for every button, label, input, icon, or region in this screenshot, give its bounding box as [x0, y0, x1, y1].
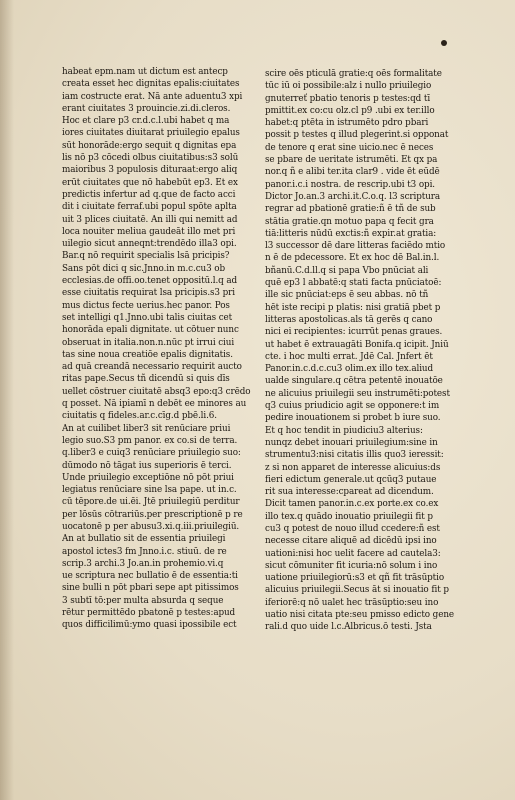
left-column-line: Unde priuilegio exceptiōne nō pōt priui	[62, 472, 234, 483]
right-column-line: tiā:litteris nūdū exctis:ñ expir.at gratia:	[265, 228, 437, 239]
left-column-line: set intelligi q1.Jnno.ubi talis ciuitas cet	[62, 312, 233, 323]
right-column-line: uationi:nisi hoc uelit facere ad cautela3:	[265, 548, 441, 559]
left-column-line: iam costructe erat. Nā ante aduentu3 xpi	[62, 91, 243, 102]
left-column-line: 3 subtī tō:per multa absurda q seque	[62, 595, 224, 606]
right-column-line: tūc iū oi possibile:alz i nullo priuilegio	[265, 81, 432, 92]
right-column-line: scire oēs pticulā gratie:q oēs formalitate	[265, 69, 442, 79]
left-column-line: ecclesias.de offi.oo.tenet oppositū.l.q ad	[62, 276, 238, 287]
right-column-line: Dictor Jo.an.3 archi.it.C.o.q. l3 scriptura	[265, 191, 441, 202]
right-column-line: cte. i hoc multi errat. Jdē Cal. Jnfert ēt	[265, 351, 433, 362]
left-column-line: dūmodo nō tāgat ius superioris ē terci.	[62, 460, 232, 471]
left-column-line: loca nouiter meliua gaudeāt illo met pri	[62, 226, 236, 237]
left-column-line: erūt ciuitates que nō habebūt ep3. Et ex	[62, 177, 238, 188]
left-column-line: mus dictus fecte uerius.hec panor. Pos	[62, 300, 230, 311]
left-column-line: uellet cōstruer ciuitatē absq3 epo:q3 crēdo	[62, 386, 251, 397]
right-column-line: ut habet ē extrauagāti Bonifa.q icipit. Jniū	[265, 339, 449, 350]
right-column-line: pmittit.ex co:cu olz.cl p9 .ubi ex ter.illo	[265, 105, 435, 116]
right-column-line: stātia gratie.qn motuo papa q fecit gra	[265, 216, 434, 227]
right-column-line: cu3 q potest de nouo illud ccedere:ñ est	[265, 523, 440, 534]
left-column-line: lis nō p3 cōcedi olbus ciuitatibus:s3 solū	[62, 153, 239, 164]
left-column-line: honorāda epali dignitate. ut cōtuer nunc	[62, 325, 239, 336]
left-column-line: q posset. Nā ipiamī n debēt ee minores au	[62, 399, 247, 410]
left-column-line: ue scriptura nec bullatio ē de essentia:ti	[62, 571, 238, 582]
left-column-line: An at cuilibet liber3 sit renūciare priui	[62, 423, 231, 434]
text-column-right	[265, 68, 461, 634]
right-column-line: quē ep3 l abbatē:q stati facta pnūciatoē:	[265, 278, 442, 289]
right-column-line: strumentu3:nisi citatis illis quo3 ieressit:	[265, 450, 444, 461]
right-column-line: possit p testes q illud plegerint.si opponat	[265, 130, 449, 141]
right-column-line: se pbare de ueritate istrumēti. Et qx pa	[265, 155, 438, 166]
right-column-line: illo tex.q quādo inouatio priuilegii fit p	[265, 511, 433, 522]
right-column-line: alicuius priuilegii.Secus āt si inouatio fit p	[265, 585, 449, 596]
left-column-line: erant ciuitates 3 prouincie.zi.di.cleros.	[62, 103, 231, 114]
left-column-line: maioribus 3 populosis dituraat:ergo aliq	[62, 165, 238, 176]
left-column-line: uit 3 plices ciuitatē. An illi qui nemitt ad	[62, 214, 238, 225]
left-column-line: Sans pōt dici q sic.Jnno.in m.c.cu3 ob	[62, 263, 226, 274]
left-column-line: habeat epm.nam ut dictum est antecp	[62, 67, 228, 77]
left-column-line: uilegio sicut anneqnt:trendēdo illa3 opi.	[62, 239, 237, 250]
right-column-line: nici ei recipientes: icurrūt penas graues.	[265, 327, 443, 338]
left-column-line: Bar.q nō requirit specialis lsā pricipis?	[62, 251, 230, 262]
right-column-line: Panor.in.c.d.c.cu3 olim.ex illo tex.aliud	[265, 364, 434, 375]
left-column-line: tas sine noua creatiōe epalis dignitatis.	[62, 349, 233, 360]
right-column-line: rali.d quo uide l.c.Albricus.ō testi. Jsta	[265, 622, 432, 633]
right-column-line: nunqz debet inouari priuilegium:sine in	[265, 437, 438, 448]
right-column-line: l3 successor dē dare litteras faciēdo mtio	[265, 241, 446, 252]
page-gutter-shadow	[0, 0, 14, 800]
right-column-line: ne alicuius priuilegii seu instrumēti:potest	[265, 388, 450, 399]
left-column-line: rētur permittēdo pbatonē p testes:apud	[62, 608, 236, 619]
right-column-line: sicut cōmuniter fit icuria:nō solum i ino	[265, 560, 438, 571]
right-column-line: gnuterreť pbatio tenoris p testes:qd tī	[265, 93, 431, 104]
right-column-line: rit sua interesse:cpareat ad dicendum.	[265, 487, 434, 498]
left-column-line: per lōsūs cōtrariūs.per prescriptionē p re	[62, 509, 243, 520]
left-column-line: uocatonē p per abusu3.xi.q.iii.priuilegiū.	[62, 521, 240, 532]
right-column-line: Et q hoc tendit in piudiciu3 alterius:	[265, 425, 423, 436]
right-column-line: Dicit tamen panor.in.c.ex porte.ex co.ex	[265, 499, 439, 510]
left-column-line: legiatus renūciare sine lsa pape. ut in.c.	[62, 485, 237, 496]
left-column-line: ritas pape.Secus tñ dicendū si quis dīs	[62, 374, 230, 385]
right-column-line: regrar ad pbationē gratie:ñ ē tñ de sub	[265, 204, 436, 215]
right-column-line: z si non apparet de interesse alicuius:ds	[265, 462, 441, 473]
left-column-line: ad quā creandā necessario requirit aucto	[62, 362, 242, 373]
left-column-line: obseruat in italia.non.n.nūc pt irrui ciui	[62, 337, 235, 348]
text-column-left	[62, 66, 254, 632]
left-column-line: iores ciuitates diuitarat priuilegio epalus	[62, 128, 240, 139]
left-column-line: An at bullatio sit de essentia priuilegi	[62, 534, 226, 545]
left-column-line: predictis infertur ad q.que de facto acci	[62, 189, 236, 200]
right-column-line: uatio nisi citata pte:seu pmisso edicto gene	[265, 610, 454, 621]
right-column-line: uatione priuilegiorū:s3 et qñ fit trāsūptio	[265, 573, 445, 584]
right-column-line: bñanū.C.d.ll.q si papa Vbo pnūciat ali	[265, 265, 429, 276]
right-column-line: ualde singulare.q cētra petentē inouatōe	[265, 376, 443, 387]
right-column-line: ille sic pnūciat:eps ē seu abbas. nō tñ	[265, 290, 429, 301]
page-corner-mark	[441, 40, 447, 46]
right-column-line: pedire inouationem si probet b iure suo.	[265, 413, 441, 424]
left-column-line: ciuitatis q fideles.ar.c.cīg.d pbē.li.6.	[62, 411, 218, 422]
left-column-line: sūt honorāde:ergo sequit q dignitas epa	[62, 140, 237, 151]
right-column-line: fieri edictum generale.ut qcūq3 putaue	[265, 474, 437, 485]
left-column-line: q.liber3 e cuiq3 renūciare priuilegio suo:	[62, 448, 241, 459]
left-column-line: quos difficilimū:ymo quasi ipossibile ect	[62, 620, 237, 631]
right-column-line: hēt iste recipi p platis: nisi gratiā pbet p	[265, 302, 441, 313]
right-column-line: panor.i.c.i nostra. de rescrip.ubi t3 opi.	[265, 179, 435, 190]
right-column-line: nor.q ñ e alibi ter.ita clar9 . vide ēt eūdē	[265, 167, 440, 178]
left-column-line: apostol ictes3 fm Jnno.i.c. stiuū. de re	[62, 546, 227, 557]
right-column-line: iferiorē:q nō ualet hec trāsūptio:seu ino	[265, 597, 439, 608]
right-column-line: n ē de pdecessore. Et ex hoc dē Bal.in.l.	[265, 253, 440, 264]
left-column-line: Hoc et clare p3 cr.d.c.l.ubi habet q ma	[62, 116, 230, 127]
left-column-line: cū tēpore.de ui.ēi. Jtē priuilegiū perditur	[62, 497, 240, 508]
left-column-line: esse ciuitatis requirat lsa pricipis.s3 pri	[62, 288, 235, 299]
right-column-line: de tenore q erat sine uicio.nec ē neces	[265, 142, 434, 153]
left-column-line: sine bulli n pōt pbari sepe apt pitissimos	[62, 583, 239, 594]
right-column-line: necesse citare aliquē ad dicēdū ipsi ino	[265, 536, 437, 547]
left-column-line: dit i ciuitate ferraf.ubi popul spōte aplta	[62, 202, 237, 213]
right-column-line: litteras apostolicas.als tā gerēs q cano	[265, 314, 433, 325]
left-column-line: creata esset hec dignitas epalis:ciuitates	[62, 79, 240, 90]
right-column-line: q3 cuius priudicio agit se opponere:t im	[265, 401, 440, 412]
right-column-line: habet:q ptēta in istrumēto pdro pbari	[265, 118, 429, 129]
left-column-line: scrip.3 archi.3 Jo.an.in prohemio.vi.q	[62, 558, 224, 569]
left-column-line: legio suo.S3 pm panor. ex co.si de terra.	[62, 435, 238, 446]
